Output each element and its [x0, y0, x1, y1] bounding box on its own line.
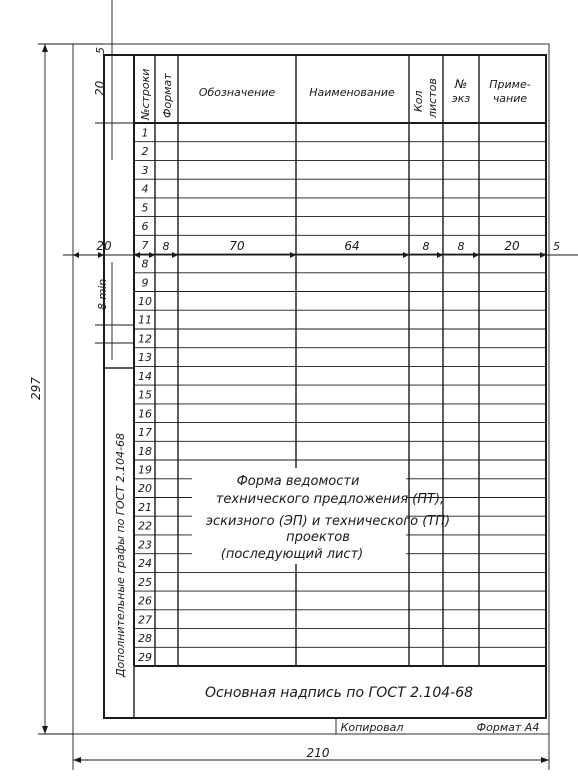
row-number: 25 — [138, 575, 152, 589]
row-number: 7 — [141, 238, 149, 252]
dim-col-note: 20 — [504, 239, 520, 253]
row-number: 5 — [141, 201, 149, 215]
dim-right-5: 5 — [553, 240, 560, 253]
row-number: 10 — [138, 295, 152, 308]
dim-top-5: 5 — [94, 47, 107, 54]
dim-height-297: 297 — [29, 377, 43, 400]
row-number: 8 — [141, 257, 149, 271]
dim-col-copy: 8 — [457, 240, 465, 253]
header-copy-2: экз — [451, 92, 471, 105]
row-number: 2 — [141, 145, 149, 159]
table-headers — [139, 69, 531, 121]
row-number: 28 — [138, 632, 152, 645]
header-row-no: №строки — [139, 68, 152, 120]
side-note: Дополнительные графы по ГОСТ 2.104-68 — [114, 432, 127, 678]
row-number: 6 — [141, 220, 149, 234]
center-title-line-2: технического предложения (ПТ), — [215, 492, 445, 507]
row-number: 19 — [138, 463, 152, 477]
row-number: 22 — [138, 519, 152, 533]
row-number: 20 — [138, 482, 152, 496]
dim-row-min: 8 min — [96, 278, 109, 310]
row-number: 23 — [138, 538, 152, 552]
center-title-line-4: проектов — [286, 530, 350, 545]
header-name: Наименование — [309, 86, 395, 99]
header-note-2: чание — [492, 92, 528, 105]
row-numbers — [138, 127, 152, 664]
row-number: 16 — [138, 407, 152, 421]
row-number: 15 — [138, 388, 152, 402]
dim-col-format: 8 — [162, 240, 170, 253]
row-number: 14 — [138, 369, 152, 383]
row-number: 21 — [138, 501, 152, 514]
row-number: 13 — [138, 351, 152, 365]
header-sheets: Кол — [412, 90, 425, 112]
footer-format: Формат А4 — [476, 721, 540, 734]
row-number: 24 — [138, 557, 152, 571]
row-number: 9 — [141, 276, 149, 290]
dim-left-20: 20 — [96, 239, 112, 253]
title-block-text: Основная надпись по ГОСТ 2.104-68 — [204, 685, 474, 701]
dim-header-20: 20 — [93, 80, 107, 96]
header-note: Приме- — [489, 78, 531, 91]
header-designation: Обозначение — [198, 86, 276, 99]
header-copy: № — [454, 77, 468, 91]
header-sheets-2: листов — [426, 78, 439, 118]
dim-col-name: 64 — [344, 239, 360, 253]
footer-copied: Копировал — [340, 721, 404, 734]
row-number: 26 — [138, 594, 152, 608]
header-format: Формат — [161, 73, 174, 118]
row-number: 17 — [138, 426, 152, 440]
row-number: 1 — [141, 126, 149, 140]
center-title — [192, 468, 450, 564]
dim-width-210: 210 — [306, 746, 330, 760]
row-number: 29 — [138, 650, 152, 664]
inner-frame — [104, 55, 546, 718]
row-number: 18 — [138, 444, 152, 458]
center-title-line-1: Форма ведомости — [236, 474, 360, 489]
row-number: 3 — [141, 163, 149, 177]
dim-col-designation: 70 — [229, 239, 245, 253]
center-title-line-5: (последующий лист) — [220, 547, 364, 562]
dim-col-sheets: 8 — [422, 240, 430, 253]
row-number: 27 — [138, 613, 152, 627]
row-number: 11 — [138, 313, 152, 327]
table-grid — [134, 55, 546, 666]
row-number: 4 — [141, 182, 149, 196]
center-title-line-3: эскизного (ЭП) и технического (ТП) — [205, 514, 451, 529]
row-number: 12 — [138, 332, 152, 346]
